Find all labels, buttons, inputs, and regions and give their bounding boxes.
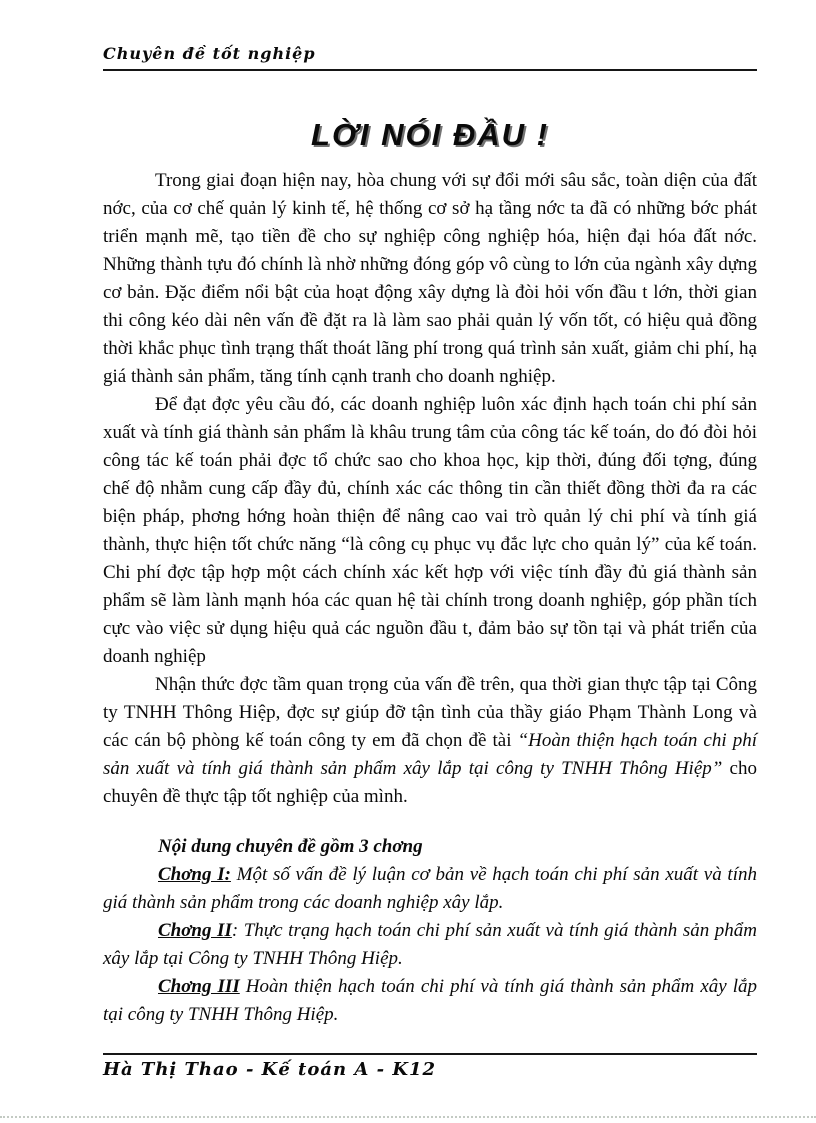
paragraph-2: Để đạt đợc yêu cầu đó, các doanh nghiệp luôn xác định hạch toán chi phí sản xuất và tính giá thành sản phẩm là khâu trung tâm của công tác kế toán, do đó đòi hỏi công tác kế toán phải đợc tổ chức sao cho khoa học, kịp thời, đúng đối tợng, đúng chế độ nhằm cung cấp đầy đủ, chính xác các thông tin cần thiết đồng thời đa ra các biện pháp, phơng hớng hoàn thiện để nâng cao vai trò quản lý chi phí và tính giá thành, thực hiện tốt chức năng “là công cụ phục vụ đắc lực cho quản lý” của kế toán. Chi phí đợc tập hợp một cách chính xác kết hợp với việc tính đầy đủ giá thành sản phẩm sẽ làm lành mạnh hóa các quan hệ tài chính trong doanh nghiệp, góp phần tích cực vào việc sử dụng hiệu quả các nguồn đầu t, đảm bảo sự tồn tại và phát triển của doanh nghiệp (103, 394, 757, 667)
paragraph-1: Trong giai đoạn hiện nay, hòa chung với sự đổi mới sâu sắc, toàn diện của đất nớc, của cơ chế quản lý kinh tế, hệ thống cơ sở hạ tầng nớc ta đã có những bớc phát triển mạnh mẽ, tạo tiền đề cho sự nghiệp công nghiệp hóa, hiện đại hóa đất nớc. Những thành tựu đó chính là nhờ những đóng góp vô cùng to lớn của ngành xây dựng cơ bản. Đặc điểm nổi bật của hoạt động xây dựng là đòi hỏi vốn đầu t lớn, thời gian thi công kéo dài nên vấn đề đặt ra là làm sao phải quản lý vốn tốt, có hiệu quả đồng thời khắc phục tình trạng thất thoát lãng phí trong quá trình sản xuất, giảm chi phí, hạ giá thành sản phẩm, tăng tính cạnh tranh cho doanh nghiệp. (103, 170, 757, 387)
running-head: Chuyên đề tốt nghiệp (103, 44, 316, 63)
chapter-1-label: Chơng I: (158, 864, 231, 885)
footer-author: Hà Thị Thao - Kế toán A - K12 (103, 1059, 437, 1080)
chapter-3-label: Chơng III (158, 976, 240, 997)
page-content (103, 0, 757, 1029)
page-header (103, 44, 757, 71)
page-bottom-edge (0, 1116, 816, 1118)
chapter-1-text: Một số vấn đề lý luận cơ bản về hạch toán chi phí sản xuất và tính giá thành sản phẩm trong các doanh nghiệp xây lắp. (103, 864, 757, 913)
chapter-2-separator: : (231, 920, 239, 941)
outline-section (103, 833, 757, 1029)
paragraph-3 (103, 671, 757, 811)
page-footer (103, 1053, 757, 1080)
chapter-1 (103, 861, 757, 917)
outline-intro: Nội dung chuyên đề gồm 3 chơng (158, 836, 423, 857)
chapter-2-label: Chơng II (158, 920, 232, 941)
chapter-3-text: Hoàn thiện hạch toán chi phí và tính giá thành sản phẩm xây lắp tại công ty TNHH Thông Hiệp. (103, 976, 757, 1025)
thesis-title-quote: “Hoàn thiện hạch toán chi phí sản xuất và tính giá thành sản phẩm xây lắp tại công ty TNHH Thông Hiệp” (103, 730, 758, 779)
paragraph-3-tail: cho chuyên đề thực tập tốt nghiệp của mình. (103, 758, 757, 807)
chapter-2-text: Thực trạng hạch toán chi phí sản xuất và tính giá thành sản phẩm xây lắp tại Công ty TNHH Thông Hiệp. (103, 920, 757, 969)
chapter-3 (103, 973, 757, 1029)
body-text (103, 167, 757, 1029)
chapter-2 (103, 917, 757, 973)
paragraph-3-lead: Nhận thức đợc tầm quan trọng của vấn đề trên, qua thời gian thực tập tại Công ty TNHH Thông Hiệp, đợc sự giúp đỡ tận tình của thầy giáo Phạm Thành Long và các cán bộ phòng kế toán công ty em đã chọn đề tài (103, 674, 757, 751)
page-title: LỜI NÓI ĐẦU ! (311, 117, 549, 152)
